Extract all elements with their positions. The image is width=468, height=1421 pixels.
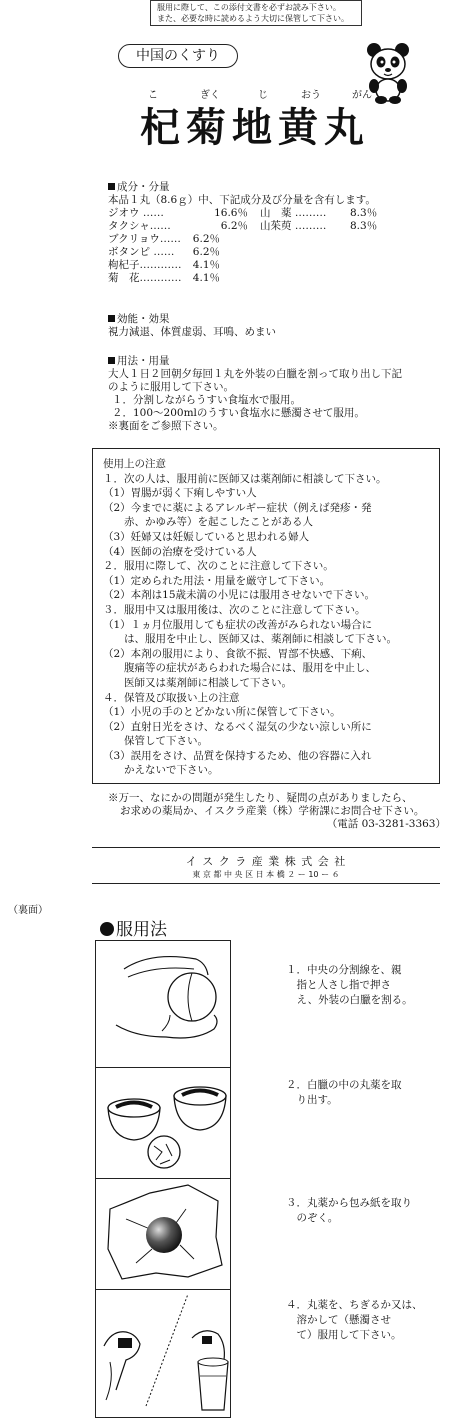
take-medicine-icon xyxy=(96,1290,230,1417)
caution-line: （2）直射日光をさけ、なるべく湿気の少ない涼しい所に xyxy=(103,720,372,733)
usage-line: ２．100～200mlのうすい食塩水に懸濁させて服用。 xyxy=(112,407,365,419)
divider-bottom xyxy=(92,883,440,884)
caution-line: （1）１ヵ月位服用しても症状の改善がみられない場合に xyxy=(103,618,373,631)
notice-line-2: また、必要な時に読めるよう大切に保管して下さい。 xyxy=(157,14,349,23)
step-3-text: ３．丸薬から包み紙を取り のぞく。 xyxy=(286,1197,412,1224)
step-4-text: ４．丸薬を、ちぎるか又は、 溶かして（懸濁させ て）服用して下さい。 xyxy=(286,1299,423,1341)
ingredient-row: ブクリョウ…… 6.2％ xyxy=(108,233,220,245)
usage-heading: 用法・用量 xyxy=(108,355,458,368)
company-name: イ ス ク ラ 産 業 株 式 会 社 xyxy=(185,855,347,868)
ruby-2: ぎく xyxy=(200,90,220,101)
ingredients-intro: 本品１丸（8.6ｇ）中、下記成分及び分量を含有します。 xyxy=(108,194,376,206)
usage-section xyxy=(108,355,458,433)
wax-shell-icon xyxy=(96,1068,230,1178)
usage-line: ※裏面をご参照下さい。 xyxy=(108,420,224,432)
step-2-illustration xyxy=(95,1067,231,1179)
caution-line: （1）定められた用法・用量を厳守して下さい。 xyxy=(103,574,331,587)
caution-box xyxy=(92,448,440,784)
step-3-illustration xyxy=(95,1178,231,1290)
caution-line: （2）本剤は15歳未満の小児には服用させないで下さい。 xyxy=(103,589,376,602)
step-1-text: １．中央の分割線を、親 指と人さし指で押さ え、外装の白臘を割る。 xyxy=(286,964,413,1006)
caution-line: ３．服用中又は服用後は、次のことに注意して下さい。 xyxy=(103,603,366,616)
bullet-icon xyxy=(100,922,114,936)
usage-line: のように服用して下さい。 xyxy=(108,381,234,393)
wrapped-pill-icon xyxy=(96,1179,230,1289)
usage-line: 大人１日２回朝夕毎回１丸を外装の白臘を割って取り出し下記 xyxy=(108,368,402,380)
brand-label: 中国のくすり xyxy=(118,44,238,68)
step-1-illustration xyxy=(95,940,231,1068)
ingredients-section xyxy=(108,181,458,285)
effects-section xyxy=(108,313,458,339)
howto-heading: 服用法 xyxy=(100,915,167,940)
divider-top xyxy=(92,847,440,848)
ruby-5: がん xyxy=(352,90,372,101)
step-4-illustration xyxy=(95,1289,231,1418)
product-title xyxy=(140,96,370,153)
ruby-4: おう xyxy=(301,90,321,101)
caution-line: １．次の人は、服用前に医師又は薬剤師に相談して下さい。 xyxy=(103,472,387,485)
effects-text: 視力減退、体質虚弱、耳鳴、めまい xyxy=(108,326,276,338)
caution-line: ２．服用に際して、次のことに注意して下さい。 xyxy=(103,560,334,573)
ingredient-row: タクシャ…… 6.2％ 山茱萸 ……… 8.3％ xyxy=(108,220,378,232)
ingredient-row: 枸杞子………… 4.1％ xyxy=(108,259,220,271)
contact-phone: （電話 03-3281-3363） xyxy=(326,818,446,830)
title-char-1: 杞 xyxy=(140,105,186,151)
caution-line: ４．保管及び取扱い上の注意 xyxy=(103,691,240,704)
title-char-2: 菊 xyxy=(186,105,232,151)
hands-split-icon xyxy=(96,941,230,1067)
title-char-4: 黄 xyxy=(278,105,324,151)
notice-line-1: 服用に際して、この添付文書を必ずお読み下さい。 xyxy=(157,3,341,12)
caution-line: 腹痛等の症状があらわれた場合には、服用を中止し、 xyxy=(103,662,376,675)
notice-box xyxy=(150,0,362,26)
caution-line: かえないで下さい。 xyxy=(103,764,219,777)
caution-line: （2）今までに薬によるアレルギー症状（例えば発疹・発 xyxy=(103,501,372,514)
ingredients-heading: 成分・分量 xyxy=(108,181,458,194)
contact-line-1: ※万一、なにかの問題が発生したり、疑問の点がありましたら、 xyxy=(108,792,413,804)
step-2-text: ２．白臘の中の丸薬を取 り出す。 xyxy=(286,1079,402,1106)
caution-line: （1）小児の手のとどかない所に保管して下さい。 xyxy=(103,706,341,719)
caution-line: （3）誤用をさけ、品質を保持するため、他の容器に入れ xyxy=(103,749,372,762)
caution-line: （2）本剤の服用により、食欲不振、胃部不快感、下痢、 xyxy=(103,647,373,660)
caution-line: （4）医師の治療を受けている人 xyxy=(103,545,257,558)
company-address: 東 京 都 中 央 区 日 本 橋 ２ ー 10 ー ６ xyxy=(192,870,340,879)
caution-line: 医師又は薬剤師に相談して下さい。 xyxy=(103,676,292,689)
ingredient-row: ジオウ …… 16.6％ 山 薬 ……… 8.3％ xyxy=(108,207,378,219)
caution-line: （3）妊婦又は妊娠していると思われる婦人 xyxy=(103,530,310,543)
usage-line: １．分割しながらうすい食塩水で服用。 xyxy=(112,394,301,406)
caution-title: 使用上の注意 xyxy=(103,458,166,470)
caution-line: 赤、かゆみ等）を起こしたことがある人 xyxy=(103,516,313,529)
caution-line: （1）胃腸が弱く下痢しやすい人 xyxy=(103,487,257,500)
contact-line-2: お求めの薬局か、イスクラ産業（株）学術課にお問合せ下さい。 xyxy=(120,805,425,817)
ingredient-row: 菊 花………… 4.1％ xyxy=(108,272,220,284)
back-side-label: （裏面） xyxy=(8,905,48,916)
ruby-3: じ xyxy=(258,90,268,101)
ingredient-row: ボタンピ …… 6.2％ xyxy=(108,246,220,258)
caution-line: 保管して下さい。 xyxy=(103,735,208,748)
ruby-1: こ xyxy=(148,90,158,101)
effects-heading: 効能・効果 xyxy=(108,313,458,326)
title-char-3: 地 xyxy=(232,105,278,151)
title-char-5: 丸 xyxy=(324,105,370,151)
contact-note xyxy=(108,792,458,831)
caution-line: は、服用を中止し、医師又は、薬剤師に相談して下さい。 xyxy=(103,633,397,646)
